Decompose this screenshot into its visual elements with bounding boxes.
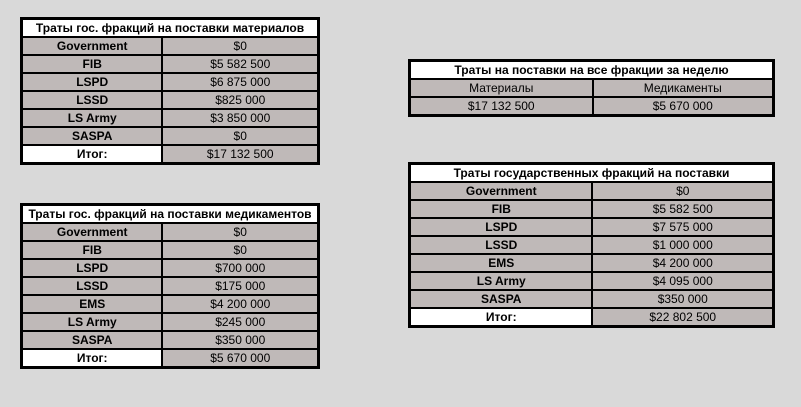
table-row [410, 254, 774, 272]
total-row [22, 349, 319, 368]
table-row [410, 218, 774, 236]
table-row [22, 109, 319, 127]
faction-name: LSPD [410, 218, 593, 236]
faction-amount: $5 582 500 [162, 55, 318, 73]
medicines-spending-table [20, 203, 320, 369]
table-row [410, 182, 774, 200]
faction-name: LSSD [22, 91, 163, 109]
faction-name: FIB [22, 55, 163, 73]
total-row [410, 308, 774, 327]
table-row [22, 331, 319, 349]
faction-name: FIB [410, 200, 593, 218]
faction-name: SASPA [410, 290, 593, 308]
state-factions-spending-table [408, 162, 775, 328]
faction-amount: $5 582 500 [592, 200, 773, 218]
table-row [410, 272, 774, 290]
faction-name: EMS [410, 254, 593, 272]
total-label: Итог: [22, 349, 163, 368]
table-row [22, 295, 319, 313]
faction-name: SASPA [22, 127, 163, 145]
faction-name: Government [22, 37, 163, 55]
faction-amount: $0 [162, 223, 318, 241]
faction-amount: $1 000 000 [592, 236, 773, 254]
faction-name: LSSD [22, 277, 163, 295]
table-row [410, 290, 774, 308]
faction-name: Government [22, 223, 163, 241]
faction-name: LS Army [410, 272, 593, 290]
table-row [22, 313, 319, 331]
faction-amount: $4 095 000 [592, 272, 773, 290]
faction-amount: $350 000 [592, 290, 773, 308]
column-header: Медикаменты [593, 79, 774, 97]
faction-name: LS Army [22, 109, 163, 127]
faction-amount: $4 200 000 [592, 254, 773, 272]
faction-amount: $0 [162, 127, 318, 145]
table-row [22, 223, 319, 241]
table-title: Траты гос. фракций на поставки материалов [22, 19, 319, 38]
faction-amount: $175 000 [162, 277, 318, 295]
faction-amount: $0 [592, 182, 773, 200]
faction-amount: $700 000 [162, 259, 318, 277]
weekly-amount: $5 670 000 [593, 97, 774, 116]
faction-amount: $6 875 000 [162, 73, 318, 91]
weekly-amount: $17 132 500 [410, 97, 593, 116]
faction-name: LSPD [22, 73, 163, 91]
table-row [22, 277, 319, 295]
faction-amount: $0 [162, 37, 318, 55]
faction-name: LS Army [22, 313, 163, 331]
table-title: Траты гос. фракций на поставки медикаментов [22, 205, 319, 224]
total-value: $22 802 500 [592, 308, 773, 327]
faction-name: EMS [22, 295, 163, 313]
total-label: Итог: [410, 308, 593, 327]
table-row [22, 73, 319, 91]
faction-name: FIB [22, 241, 163, 259]
faction-name: SASPA [22, 331, 163, 349]
faction-amount: $4 200 000 [162, 295, 318, 313]
table-row [410, 236, 774, 254]
table-row [410, 97, 774, 116]
faction-name: Government [410, 182, 593, 200]
total-value: $5 670 000 [162, 349, 318, 368]
table-row [22, 91, 319, 109]
weekly-spending-table [408, 59, 775, 117]
table-row [22, 241, 319, 259]
faction-amount: $350 000 [162, 331, 318, 349]
faction-name: LSPD [22, 259, 163, 277]
table-row [410, 200, 774, 218]
column-header: Материалы [410, 79, 593, 97]
total-value: $17 132 500 [162, 145, 318, 164]
table-title: Траты государственных фракций на поставки [410, 164, 774, 183]
table-row [22, 37, 319, 55]
table-row [22, 259, 319, 277]
header-row [410, 79, 774, 97]
faction-amount: $7 575 000 [592, 218, 773, 236]
faction-amount: $3 850 000 [162, 109, 318, 127]
faction-amount: $825 000 [162, 91, 318, 109]
faction-name: LSSD [410, 236, 593, 254]
table-title: Траты на поставки на все фракции за неделю [410, 61, 774, 80]
faction-amount: $0 [162, 241, 318, 259]
total-row [22, 145, 319, 164]
faction-amount: $245 000 [162, 313, 318, 331]
total-label: Итог: [22, 145, 163, 164]
materials-spending-table [20, 17, 320, 165]
table-row [22, 55, 319, 73]
table-row [22, 127, 319, 145]
